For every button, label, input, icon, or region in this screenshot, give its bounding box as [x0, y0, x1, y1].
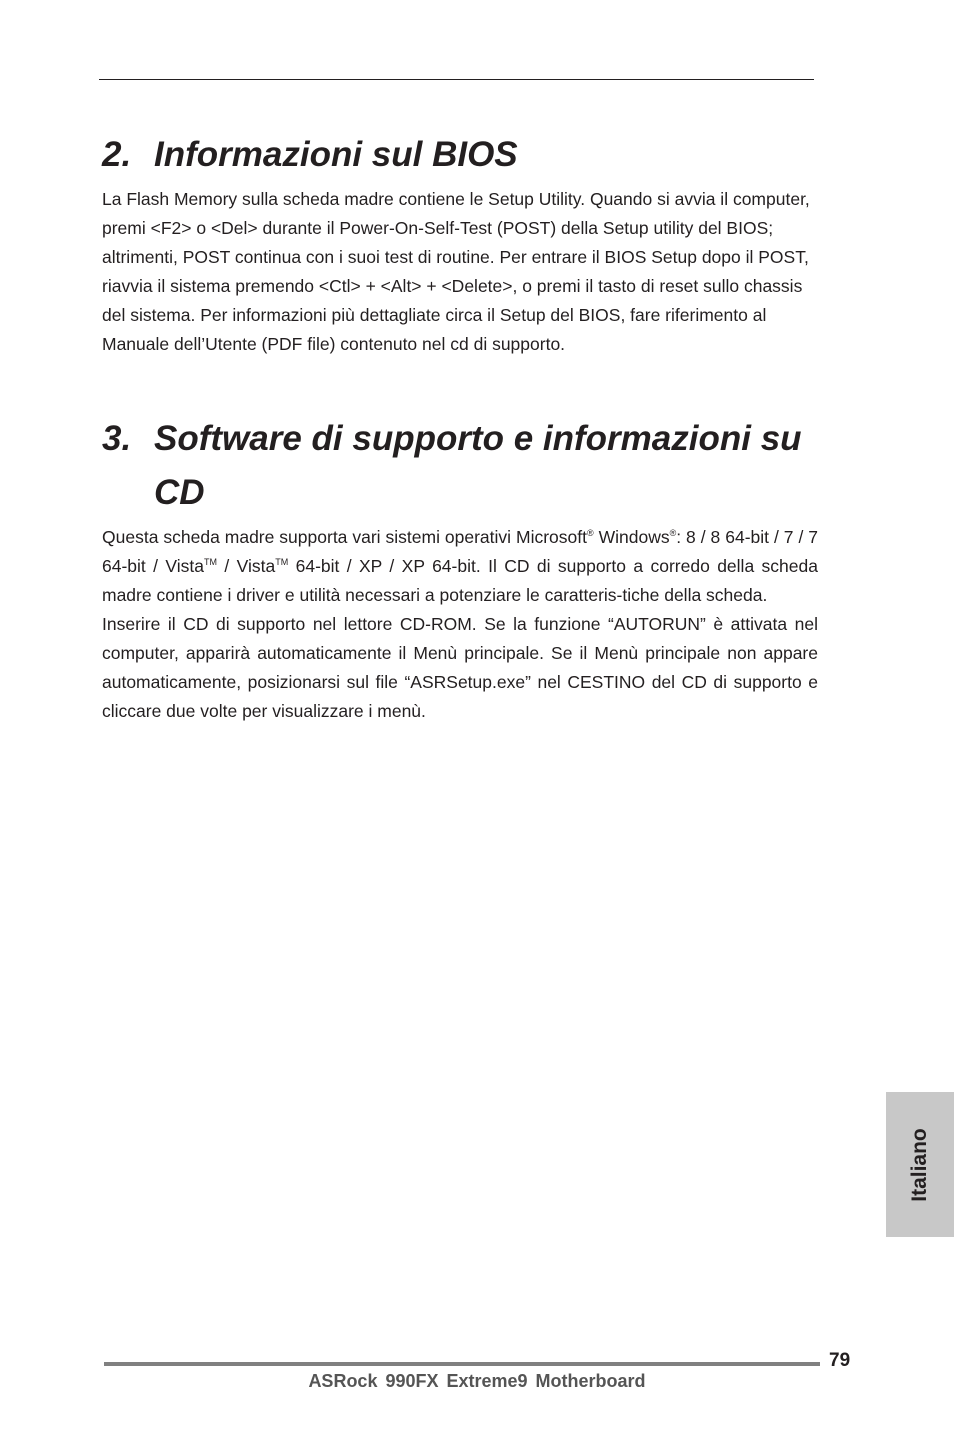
- software-paragraph-2: Inserire il CD di supporto nel lettore CD-ROM. Se la funzione “AUTORUN” è attivata nel computer, apparirà automaticamente il Menù principale. Se il Menù principale non appare automaticamente, posizionarsi sul file “ASRSetup.exe” nel CESTINO del CD di supporto e cliccare due volte per visualizzare i menù.: [102, 614, 818, 721]
- footer-product-name: ASRock 990FX Extreme9 Motherboard: [308, 1371, 646, 1391]
- text-run: Questa scheda madre supporta vari sistemi operativi Microsoft: [102, 527, 587, 547]
- section-software: [102, 412, 818, 726]
- text-run: : 8 / 8 64-bit / 7 / 7 64-bit / Vista: [102, 527, 818, 576]
- text-run: 64-bit / XP / XP 64-bit. Il CD di supporto a corredo della scheda madre contiene i driver e utilità necessari a potenziare le caratteris-tiche della scheda.: [102, 556, 818, 605]
- top-rule: [99, 79, 814, 80]
- language-tab-label: Italiano: [908, 1127, 931, 1202]
- section-bios: [102, 128, 818, 359]
- trademark-mark: TM: [204, 557, 217, 567]
- section-heading-software: [102, 412, 818, 520]
- section-number: 2.: [102, 135, 132, 174]
- section-number: 3.: [102, 419, 132, 458]
- page-number: 79: [829, 1350, 851, 1371]
- bios-paragraph: La Flash Memory sulla scheda madre contiene le Setup Utility. Quando si avvia il computer, premi <F2> o <Del> durante il Power-On-Self-Test (POST) della Setup utility del BIOS; altrimenti, POST continua con i suoi test di routine. Per entrare il BIOS Setup dopo il POST, riavvia il sistema premendo <Ctl> + <Alt> + <Delete>, o premi il tasto di reset sullo chassis del sistema. Per informazioni più dettagliate circa il Setup del BIOS, fare riferimento al Manuale dell’Utente (PDF file) contenuto nel cd di supporto.: [102, 189, 810, 354]
- registered-mark: ®: [669, 528, 677, 538]
- footer-rule: [104, 1362, 820, 1366]
- text-run: / Vista: [217, 556, 276, 576]
- section-heading-bios: [102, 128, 818, 182]
- registered-mark: ®: [587, 528, 594, 538]
- text-run: Windows: [593, 527, 670, 547]
- software-paragraph-1: [102, 523, 818, 610]
- section-title: Informazioni sul BIOS: [154, 135, 518, 174]
- section-title: Software di supporto e informazioni su CD: [154, 419, 802, 512]
- trademark-mark: TM: [275, 557, 289, 567]
- language-tab: [886, 1092, 954, 1237]
